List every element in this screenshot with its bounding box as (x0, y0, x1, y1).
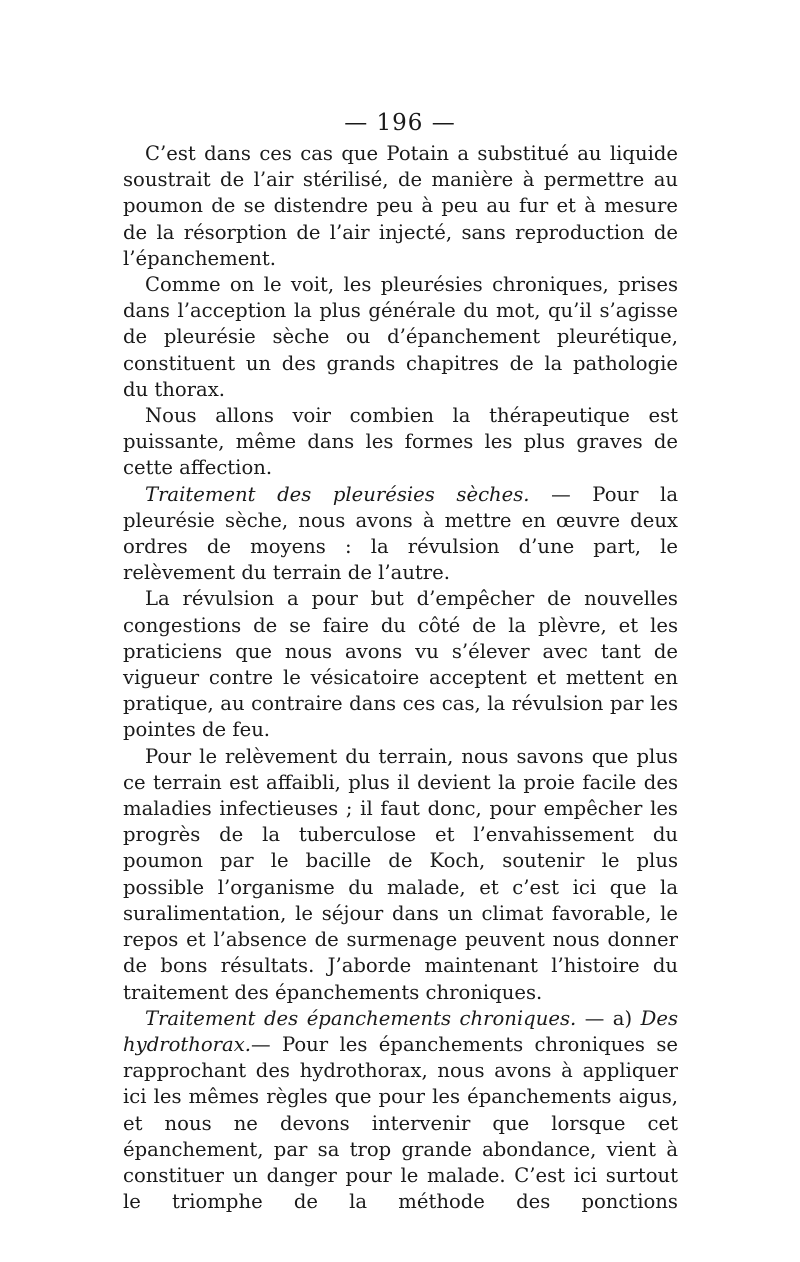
page-number: — 196 — (344, 110, 456, 136)
paragraph-text: — Pour la pleurésie sèche, nous avons à mettre en œuvre deux ordres de moyens : la révulsion d’une part, le relèvement du terrain de l’autre. (123, 482, 678, 585)
paragraph (123, 272, 678, 403)
paragraph (123, 482, 678, 587)
section-heading: Traitement des épanchements chroniques. (145, 1006, 577, 1030)
text-body (123, 141, 678, 1215)
paragraph-text: Nous allons voir combien la thérapeutique est puissante, même dans les formes les plus graves de cette affection. (123, 404, 678, 480)
paragraph-text: C’est dans ces cas que Potain a substitué au liquide soustrait de l’air stérilisé, de manière à permettre au poumon de se distendre peu à peu au fur et à mesure de la résorption de l’air injecté, sans reproduction de l’épanchement. (123, 142, 678, 270)
paragraph-text: Pour le relèvement du terrain, nous savons que plus ce terrain est affaibli, plus il devient la proie facile des maladies infectieuses ; il faut donc, pour empêcher les progrès de la tuberculose et l’envahissement du poumon par le bacille de Koch, soutenir le plus possible l’organisme du malade, et c’est ici que la suralimentation, le séjour dans un climat favorable, le repos et l’absence de surmenage peuvent nous donner de bons résultats. J’aborde maintenant l’histoire du traitement des épanchements chroniques. (123, 744, 678, 1004)
paragraph (123, 403, 678, 482)
paragraph-text: Comme on le voit, les pleurésies chroniques, prises dans l’acception la plus générale du mot, qu’il s’agisse de pleurésie sèche ou d’épanchement pleurétique, constituent un des grands chapitres de la pathologie du thorax. (123, 273, 678, 401)
paragraph-text: La révulsion a pour but d’empêcher de nouvelles congestions de se faire du côté de la plèvre, et les praticiens que nous avons vu s’élever avec tant de vigueur contre le vésicatoire acceptent et mettent en pratique, au contraire dans ces cas, la révulsion par les pointes de feu. (123, 587, 678, 742)
paragraph (123, 1006, 678, 1216)
section-heading: Traitement des pleurésies sèches. (145, 482, 530, 506)
paragraph (123, 586, 678, 743)
subsection-heading: Des hydrothorax. (123, 1006, 679, 1056)
heading-separator: — a) (576, 1006, 641, 1030)
paragraph (123, 744, 678, 1006)
paragraph (123, 141, 678, 272)
paragraph-text: — Pour les épanchements chroniques se rapprochant des hydrothorax, nous avons à appliquer ici les mêmes règles que pour les épanchements aigus, et nous ne devons intervenir que lorsque cet épanchement, par sa trop grande abondance, vient à constituer un danger pour le malade. C’est ici surtout le triomphe de la méthode des ponctions (123, 1032, 678, 1214)
